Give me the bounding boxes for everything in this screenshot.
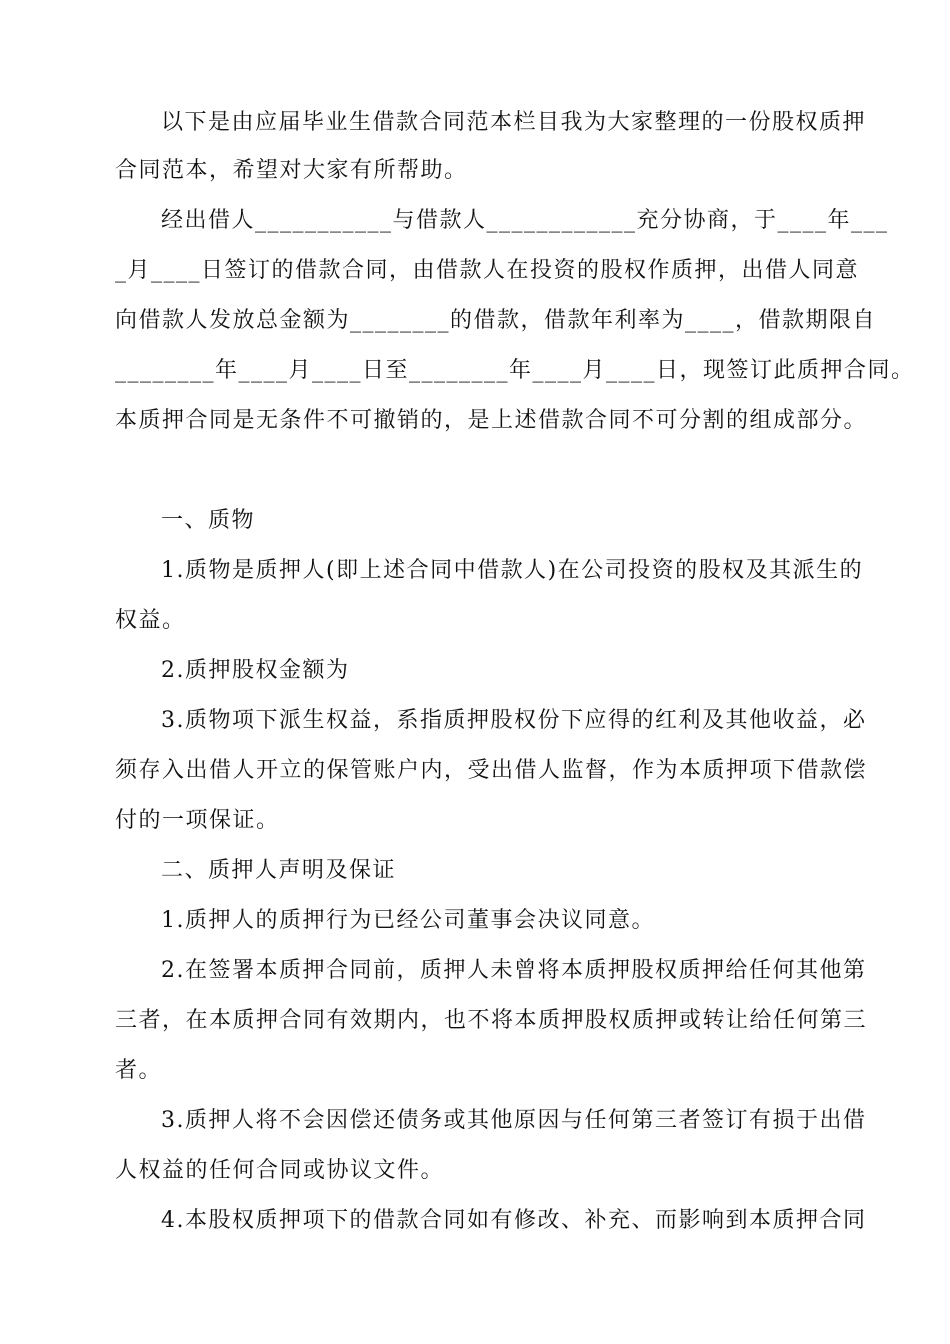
- clause-1-1-line-1: 1.质物是质押人(即上述合同中借款人)在公司投资的股权及其派生的: [161, 558, 864, 583]
- clause-2-3-line-2: 人权益的任何合同或协议文件。: [115, 1158, 445, 1183]
- clause-2-4-line-1: 4.本股权质押项下的借款合同如有修改、补充、而影响到本质押合同: [161, 1208, 867, 1233]
- preamble-line-1: 经出借人___________与借款人____________充分协商，于____年___: [161, 208, 889, 233]
- preamble-line-3: 向借款人发放总金额为________的借款，借款年利率为____，借款期限自: [115, 308, 877, 333]
- section-heading-pledge: 一、质物: [161, 508, 256, 533]
- clause-2-1: 1.质押人的质押行为已经公司董事会决议同意。: [161, 908, 655, 933]
- section-heading-warranty: 二、质押人声明及保证: [161, 858, 397, 883]
- clause-1-3-line-1: 3.质物项下派生权益，系指质押股权份下应得的红利及其他收益，必: [161, 708, 867, 733]
- clause-1-1-line-2: 权益。: [115, 608, 186, 633]
- clause-1-2: 2.质押股权金额为: [161, 658, 350, 683]
- clause-1-3-line-2: 须存入出借人开立的保管账户内，受出借人监督，作为本质押项下借款偿: [115, 758, 868, 783]
- clause-1-3-line-3: 付的一项保证。: [115, 808, 280, 833]
- clause-2-2-line-1: 2.在签署本质押合同前，质押人未曾将本质押股权质押给任何其他第: [161, 958, 867, 983]
- clause-2-2-line-2: 三者，在本质押合同有效期内，也不将本质押股权质押或转让给任何第三: [115, 1008, 868, 1033]
- clause-2-2-line-3: 者。: [115, 1058, 163, 1083]
- intro-line-1: 以下是由应届毕业生借款合同范本栏目我为大家整理的一份股权质押: [161, 110, 867, 135]
- preamble-line-5: 本质押合同是无条件不可撤销的，是上述借款合同不可分割的组成部分。: [115, 408, 868, 433]
- clause-2-3-line-1: 3.质押人将不会因偿还债务或其他原因与任何第三者签订有损于出借: [161, 1108, 867, 1133]
- preamble-line-2: _月____日签订的借款合同，由借款人在投资的股权作质押，出借人同意: [115, 258, 860, 283]
- intro-line-2: 合同范本，希望对大家有所帮助。: [115, 158, 468, 183]
- preamble-line-4: ________年____月____日至________年____月____日，现签订此质押合同。: [115, 358, 915, 383]
